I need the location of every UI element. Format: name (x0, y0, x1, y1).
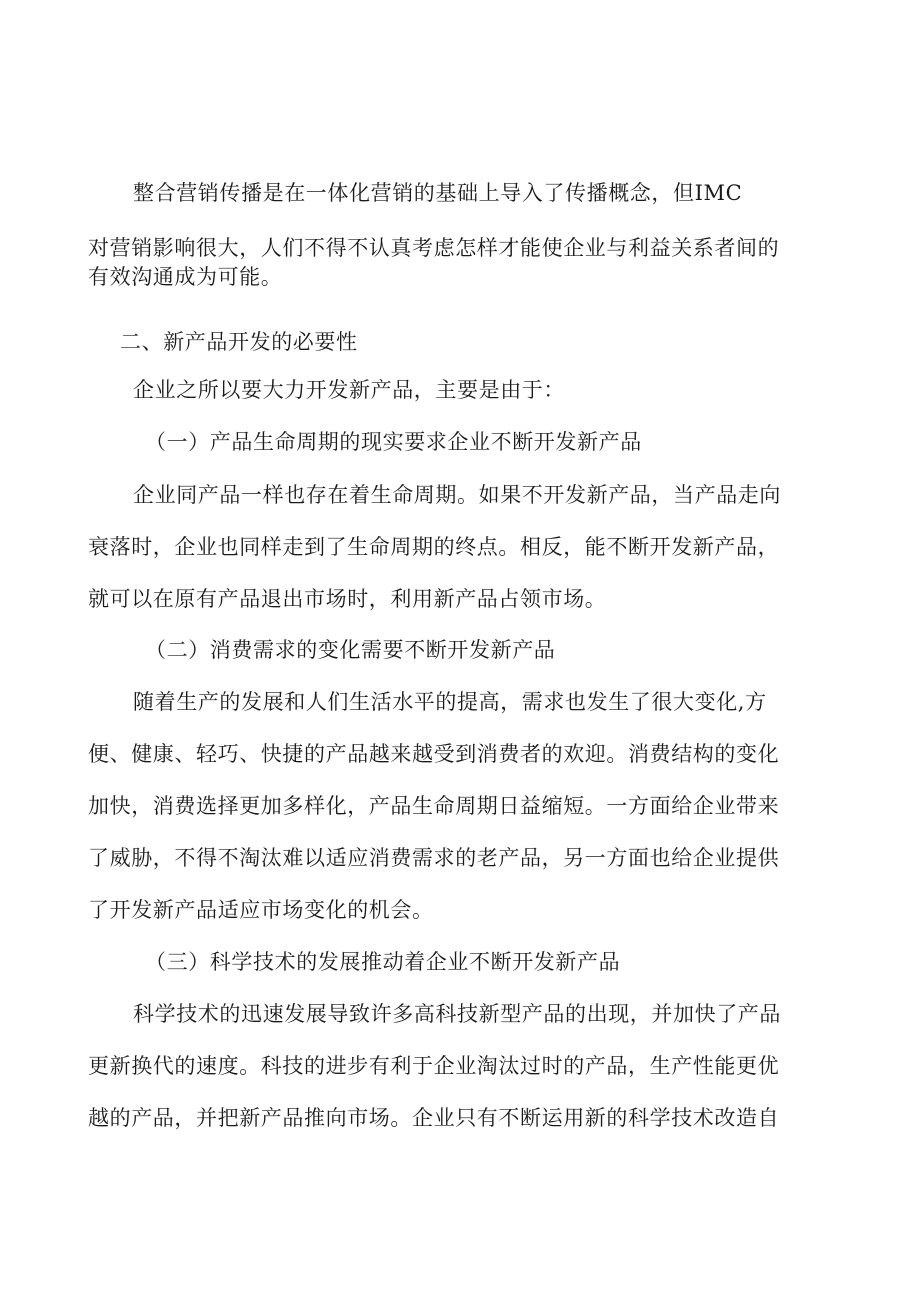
intro-text: 企业之所以要大力开发新产品，主要是由于： (133, 378, 565, 402)
subsection-heading-3: （三）科学技术的发展推动着企业不断开发新产品 (145, 950, 621, 974)
paragraph-line: 便、健康、轻巧、快捷的产品越来越受到消费者的欢迎。消费结构的变化 (88, 742, 780, 766)
paragraph-line: 更新换代的速度。科技的进步有利于企业淘汰过时的产品，生产性能更优 (88, 1054, 780, 1078)
paragraph-line: 衰落时，企业也同样走到了生命周期的终点。相反，能不断开发新产品， (88, 535, 780, 559)
paragraph-line: 越的产品，并把新产品推向市场。企业只有不断运用新的科学技术改造自 (88, 1106, 780, 1130)
section-heading: 二、新产品开发的必要性 (120, 330, 358, 354)
paragraph-line: 科学技术的迅速发展导致许多高科技新型产品的出现，并加快了产品 (133, 1002, 781, 1026)
paragraph-line: 整合营销传播是在一体化营销的基础上导入了传播概念，但IMC (133, 181, 743, 205)
paragraph-line: 企业同产品一样也存在着生命周期。如果不开发新产品，当产品走向 (133, 483, 781, 507)
paragraph-line: 对营销影响很大，人们不得不认真考虑怎样才能使企业与利益关系者间的 (88, 236, 780, 260)
subsection-heading-2: （二）消费需求的变化需要不断开发新产品 (145, 638, 556, 662)
paragraph-line: 了开发新产品适应市场变化的机会。 (88, 898, 434, 922)
paragraph-line: 就可以在原有产品退出市场时，利用新产品占领市场。 (88, 587, 607, 611)
paragraph-line: 加快，消费选择更加多样化，产品生命周期日益缩短。一方面给企业带来 (88, 794, 780, 818)
paragraph-line: 了威胁，不得不淘汰难以适应消费需求的老产品，另一方面也给企业提供 (88, 846, 780, 870)
paragraph-line: 随着生产的发展和人们生活水平的提高，需求也发生了很大变化,方 (133, 690, 767, 714)
subsection-heading-1: （一）产品生命周期的现实要求企业不断开发新产品 (145, 430, 642, 454)
paragraph-line: 有效沟通成为可能。 (88, 265, 283, 289)
